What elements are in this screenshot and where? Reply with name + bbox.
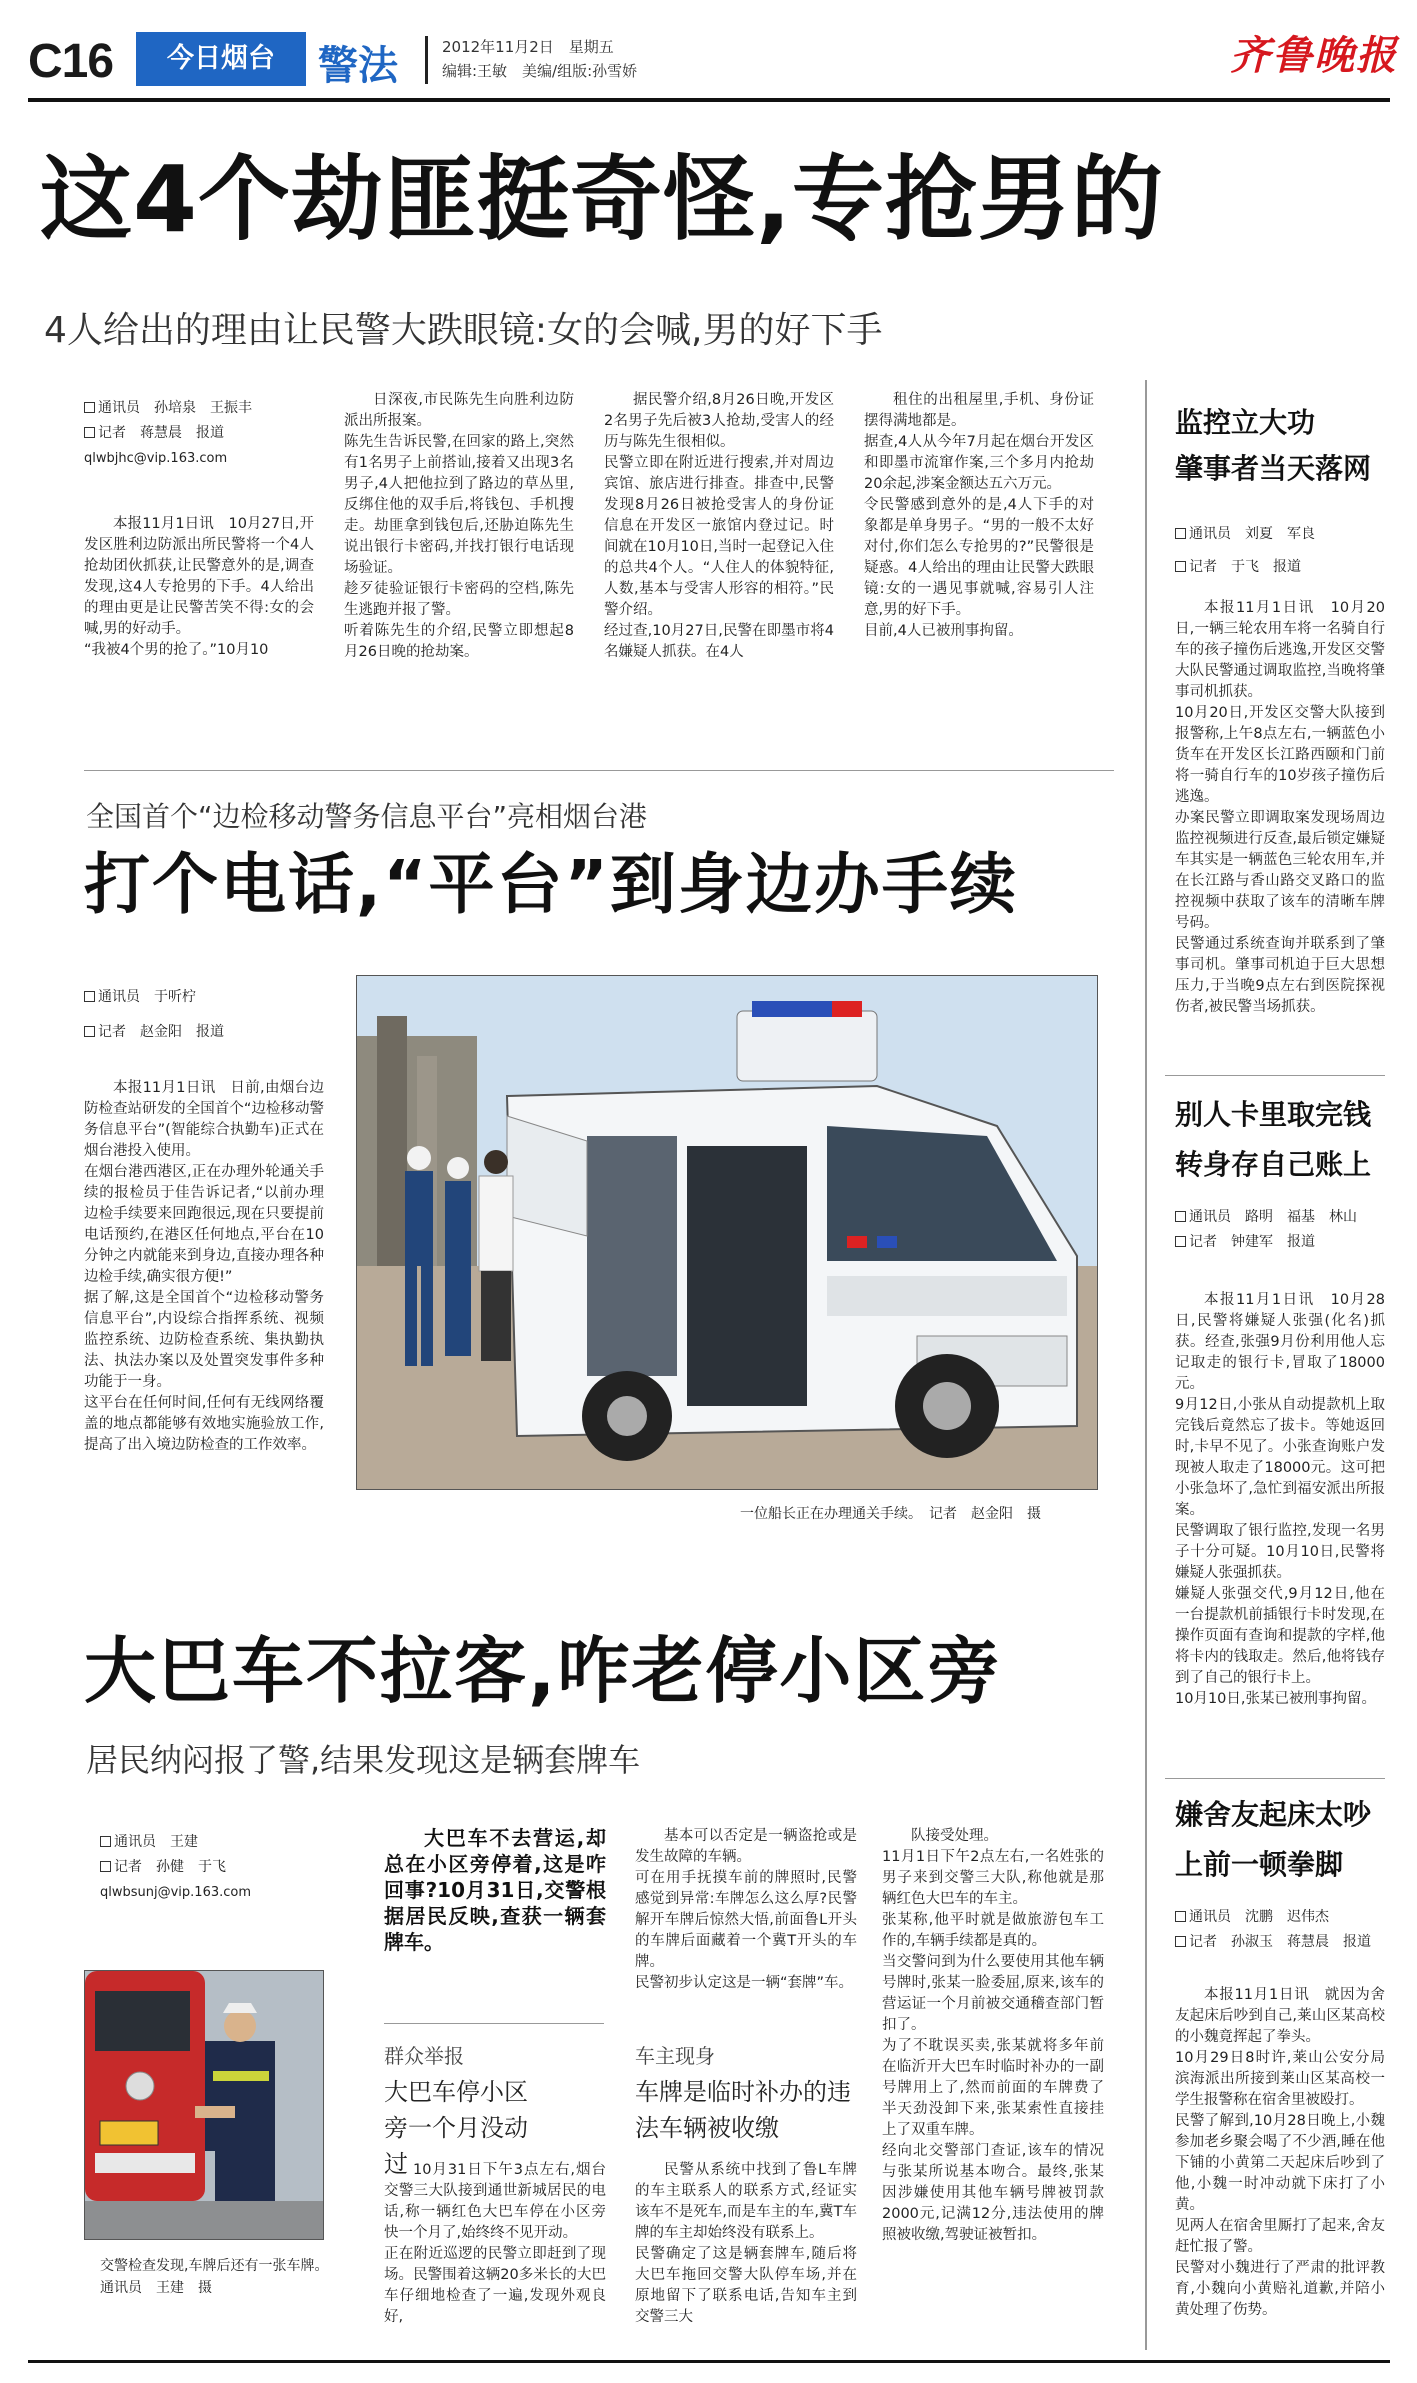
author-email: qlwbsunj@vip.163.com [100, 1885, 252, 1900]
sidebar2-body: 本报11月1日讯 10月28日,民警将嫌疑人张强(化名)抓获。经查,张强9月份利用他人忘记取走的银行卡,冒取了18000元。 9月12日,小张从自动提款机上取完钱后竟然忘了拔卡。等她返回时,卡早不见了。小张查询账户发现被人取走了18000元。这可把小张急坏了,急忙到福安派出所报案。 民警调取了银行监控,发现一名男子十分可疑。10月10日,民警将嫌疑人张强抓获。 嫌疑人张强交代,9月12日,他在一台提款机前插银行卡时发现,在操作页面有查询和提款的字样,他将卡内的钱取走。然后,他将钱存到了自己的银行卡上。 10月10日,张某已被刑事拘留。 [1175, 1292, 1385, 1707]
article3-photo-caption: 交警检查发现,车牌后还有一张车牌。 通讯员 王建 摄 [100, 2258, 336, 2296]
article2-byline [84, 985, 334, 1045]
sidebar3-title: 嫌舍友起床太吵 上前一顿拳脚 [1175, 1798, 1372, 1881]
section-badge [136, 32, 306, 86]
sidebar3-byline [1175, 1905, 1390, 1955]
header-separator [425, 36, 428, 84]
byline-line: 通讯员 孙培泉 王振丰 [84, 396, 314, 421]
sub2-label: 车主现身 [635, 2044, 715, 2068]
article3-lead-rule [384, 2023, 604, 2024]
byline-line: 记者 孙淑玉 蒋慧晨 报道 [1175, 1930, 1390, 1955]
van-illustration [357, 976, 1098, 1490]
sub1-label: 群众举报 [384, 2044, 464, 2068]
sidebar1-rule [1165, 1075, 1385, 1076]
article1-col3: 据民警介绍,8月26日晚,开发区2名男子先后被3人抢劫,受害人的经历与陈先生很相似。 民警立即在附近进行搜索,并对周边宾馆、旅店进行排查。排查中,民警发现8月26日被抢受害人的身份证信息在开发区一旅馆内登过记。时间就在10月10日,当时一起登记入住的总共4个人。“人住人的体貌特征,人数,基本与受害人形容的相符。”民警介绍。 经过查,10月27日,民警在即墨市将4名嫌疑人抓获。在4人 [604, 392, 835, 660]
article3-subheadline: 居民纳闷报了警,结果发现这是辆套牌车 [86, 1741, 641, 1779]
byline-line: 记者 钟建军 报道 [1175, 1230, 1390, 1255]
article1-col4: 租住的出租屋里,手机、身份证摆得满地都是。 据查,4人从今年7月起在烟台开发区和即墨市流窜作案,三个多月内抢劫20余起,涉案金额达五六万元。 令民警感到意外的是,4人下手的对象都是单身男子。“男的一般不太好对付,你们怎么专抢男的?”民警很是疑惑。4人给出的理由让民警大跌眼镜:女的一遇见事就喊,容易引人注意,男的好下手。 目前,4人已被刑事拘留。 [864, 392, 1094, 639]
section-badge-label: 今日烟台 [167, 43, 275, 74]
page-bottom-rule [28, 2360, 1390, 2363]
sidebar2-byline [1175, 1205, 1390, 1255]
page-number: C16 [28, 35, 114, 88]
article3-headline: 大巴车不拉客,咋老停小区旁 [84, 1629, 1002, 1713]
sub2-title: 车牌是临时补办的违法车辆被收缴 [635, 2078, 851, 2142]
byline-line: 通讯员 沈鹏 迟伟杰 [1175, 1905, 1390, 1930]
article2-photo-caption: 一位船长正在办理通关手续。 记者 赵金阳 摄 [740, 1506, 1041, 1522]
article2-headline: 打个电话,“平台”到身边办手续 [84, 846, 1018, 923]
sidebar3-body: 本报11月1日讯 就因为舍友起床后吵到自己,莱山区某高校的小魏竟挥起了拳头。 10月29日8时许,莱山公安分局滨海派出所接到莱山区某高校一学生报警称在宿舍里被殴打。 民警了解到,10月28日晚上,小魏参加老乡聚会喝了不少酒,睡在他下铺的小黄第二天起床后吵到了他,小魏一时冲动就下床打了小黄。 见两人在宿舍里厮打了起来,舍友赶忙报了警。 民警对小魏进行了严肃的批评教育,小魏向小黄赔礼道歉,并陪小黄处理了伤势。 [1175, 1987, 1385, 2318]
section-name: 警法 [318, 43, 398, 89]
article2-kicker: 全国首个“边检移动警务信息平台”亮相烟台港 [86, 800, 648, 833]
sidebar2-title: 别人卡里取完钱 转身存自己账上 [1175, 1098, 1372, 1181]
article1-bottom-rule [84, 770, 1114, 771]
sidebar2-rule [1165, 1778, 1385, 1779]
article2-body: 本报11月1日讯 日前,由烟台边防检查站研发的全国首个“边检移动警务信息平台”(智能综合执勤车)正式在烟台港投入使用。 在烟台港西港区,正在办理外轮通关手续的报检员于佳告诉记者,“以前办理边检手续要来回跑很远,现在只要提前电话预约,在港区任何地点,平台在10分钟之内就能来到身边,直接办理各种边检手续,确实很方便!” 据了解,这是全国首个“边检移动警务信息平台”,内设综合指挥系统、视频监控系统、边防检查系统、集执勤执法、执法办案以及处置突发事件多种功能于一身。 这平台在任何时间,任何有无线网络覆盖的地点都能够有效地实施验放工作,提高了出入境边防检查的工作效率。 [84, 1080, 324, 1453]
byline-line: 记者 于飞 报道 [1175, 555, 1390, 580]
header-rule [28, 98, 1390, 102]
byline-line: 记者 蒋慧晨 报道 [84, 421, 314, 446]
article3-photo [84, 1970, 324, 2240]
sub1-title: 大巴车停小区旁一个月没动过 [384, 2078, 528, 2178]
byline-line: 记者 孙健 于飞 [100, 1855, 340, 1880]
article3-col2-top: 基本可以否定是一辆盗抢或是发生故障的车辆。 可在用手抚摸车前的牌照时,民警感觉到异常:车牌怎么这么厚?民警解开车牌后惊然大悟,前面鲁L开头的车牌后面藏着一个冀T开头的车牌。 民警初步认定这是一辆“套牌”车。 [635, 1828, 857, 1991]
article1-headline: 这4个劫匪挺奇怪,专抢男的 [40, 146, 1164, 253]
author-email: qlwbjhc@vip.163.com [84, 451, 228, 466]
sidebar1-title: 监控立大功 肇事者当天落网 [1175, 406, 1372, 485]
byline-line: 通讯员 于听柠 [84, 985, 334, 1010]
byline-line: 通讯员 王建 [100, 1830, 340, 1855]
date-line: 2012年11月2日 星期五 [442, 38, 614, 56]
byline-line: 记者 赵金阳 报道 [84, 1020, 334, 1045]
article3-col3: 队接受处理。 11月1日下午2点左右,一名姓张的男子来到交警三大队,称他就是那辆红色大巴车的车主。 张某称,他平时就是做旅游包车工作的,车辆手续都是真的。 当交警问到为什么要使用其他车辆号牌时,张某一脸委屈,原来,该车的营运证一个月前被交通稽查部门暂扣了。 为了不耽误买卖,张某就将多年前在临沂开大巴车时临时补办的一副号牌用上了,然而前面的车牌费了半天劲没卸下来,张某索性直接挂上了双重车牌。 经向北交警部门查证,该车的情况与张某所说基本吻合。最终,张某因涉嫌使用其他车辆号牌被罚款2000元,记满12分,违法使用的牌照被收缴,驾驶证被暂扣。 [882, 1828, 1104, 2243]
article1-col1: 本报11月1日讯 10月27日,开发区胜利边防派出所民警将一个4人抢劫团伙抓获,让民警意外的是,调查发现,这4人专抢男的下手。4人给出的理由更是让民警苦笑不得:女的会喊,男的好动手。 “我被4个男的抢了。”10月10 [84, 516, 314, 658]
article3-lead: 大巴车不去营运,却总在小区旁停着,这是咋回事?10月31日,交警根据居民反映,查获一辆套牌车。 [384, 1826, 606, 1954]
sidebar-divider [1145, 380, 1147, 2350]
article1-subheadline: 4人给出的理由让民警大跌眼镜:女的会喊,男的好下手 [44, 310, 883, 351]
sub2-body: 民警从系统中找到了鲁L车牌的车主联系人的联系方式,经证实该车不是死车,而是车主的车,冀T车牌的车主却始终没有联系上。 民警确定了这是辆套牌车,随后将大巴车拖回交警大队停车场,并在原地留下了联系电话,告知车主到交警三大 [635, 2162, 857, 2325]
sidebar1-byline [1175, 522, 1390, 580]
article2-photo [356, 975, 1098, 1490]
editor-line: 编辑:王敏 美编/组版:孙雪娇 [442, 62, 638, 80]
byline-line: 通讯员 路明 福基 林山 [1175, 1205, 1390, 1230]
article3-byline [100, 1830, 340, 1905]
masthead: 齐鲁晚报 [1230, 32, 1398, 79]
bus-plate-illustration [85, 1971, 324, 2240]
byline-line: 通讯员 刘夏 军良 [1175, 522, 1390, 547]
article1-col2: 日深夜,市民陈先生向胜利边防派出所报案。 陈先生告诉民警,在回家的路上,突然有1名男子上前搭讪,接着又出现3名男子,4人把他拉到了路边的草丛里,反绑住他的双手后,将钱包、手机搜走。劫匪拿到钱包后,还胁迫陈先生说出银行卡密码,并找打银行电话现场验证。 趁歹徒验证银行卡密码的空档,陈先生逃跑并报了警。 听着陈先生的介绍,民警立即想起8月26日晚的抢劫案。 [344, 392, 574, 660]
sidebar1-body: 本报11月1日讯 10月20日,一辆三轮农用车将一名骑自行车的孩子撞伤后逃逸,开发区交警大队民警通过调取监控,当晚将肇事司机抓获。 10月20日,开发区交警大队接到报警称,上午8点左右,一辆蓝色小货车在开发区长江路西颐和门前将一骑自行车的10岁孩子撞伤后逃逸。 办案民警立即调取案发现场周边监控视频进行反查,最后锁定嫌疑车其实是一辆蓝色三轮农用车,并在长江路与香山路交叉路口的监控视频中获取了该车的清晰车牌号码。 民警通过系统查询并联系到了肇事司机。肇事司机迫于巨大思想压力,于当晚9点左右到医院探视伤者,被民警当场抓获。 [1175, 600, 1385, 1015]
sub1-body: 10月31日下午3点左右,烟台交警三大队接到通世新城居民的电话,称一辆红色大巴车停在小区旁快一个月了,始终终不见开动。 正在附近巡逻的民警立即赶到了现场。民警围着这辆20多米长的大巴车仔细地检查了一遍,发现外观良好, [384, 2162, 606, 2325]
article1-byline [84, 396, 314, 471]
